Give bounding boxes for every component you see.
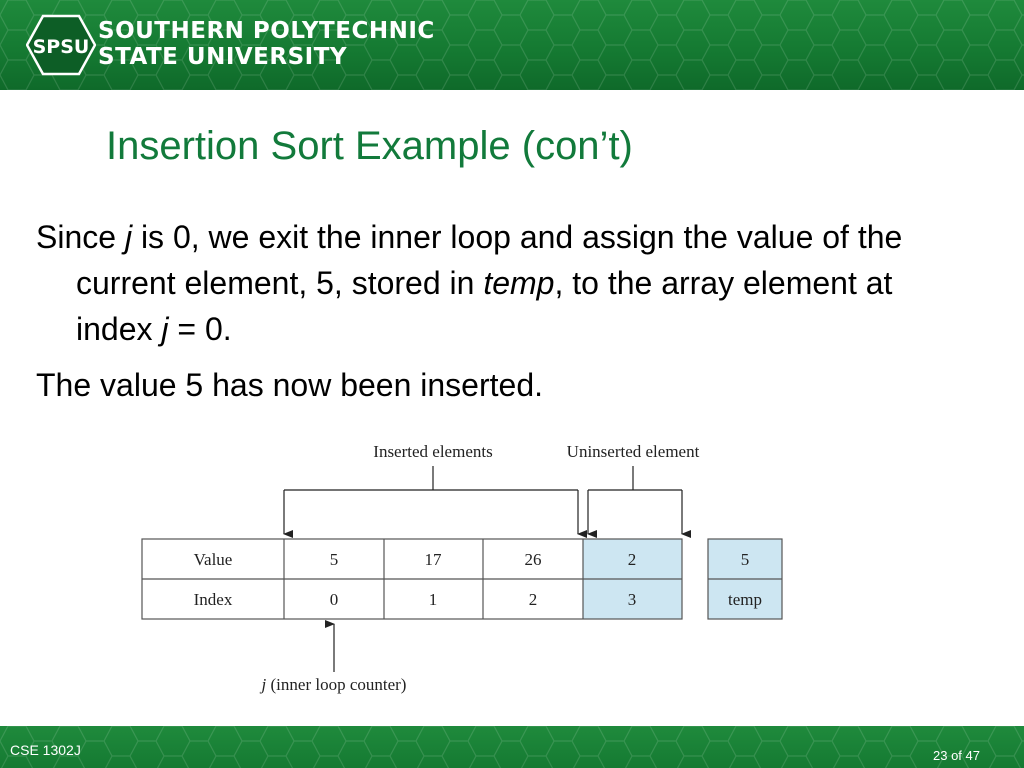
university-line2: STATE UNIVERSITY <box>98 44 348 70</box>
value-cell-1: 17 <box>424 550 442 569</box>
index-cell-0: 0 <box>329 590 339 609</box>
j-pointer-label <box>260 675 407 694</box>
para1-text-4: = 0. <box>168 311 232 347</box>
temp-value: 5 <box>740 550 750 569</box>
logo-mark: SPSU <box>32 36 90 58</box>
course-code: CSE 1302J <box>10 742 81 758</box>
slide-body <box>36 214 976 418</box>
label-inserted-elements: Inserted elements <box>373 442 493 461</box>
index-cell-1: 1 <box>428 590 438 609</box>
temp-label: temp <box>728 590 762 609</box>
spsu-logo-icon <box>26 14 96 76</box>
footer-band <box>0 726 1024 768</box>
value-cell-3: 2 <box>627 550 637 569</box>
paragraph-exit-loop <box>36 214 976 352</box>
array-diagram <box>0 430 1024 710</box>
para1-text-1: Since <box>36 219 125 255</box>
row-label-index: Index <box>193 590 233 609</box>
j-pointer-text: (inner loop counter) <box>266 675 407 694</box>
j-pointer-var: j <box>261 675 267 694</box>
para1-text-3: , to the array element at index <box>76 265 893 347</box>
value-cell-2: 26 <box>524 550 542 569</box>
header-band <box>0 0 1024 90</box>
para1-var-j: j <box>124 219 133 255</box>
temp-box <box>708 539 782 619</box>
index-cell-2: 2 <box>528 590 538 609</box>
inserted-bracket <box>284 466 578 534</box>
uninserted-bracket <box>588 466 682 534</box>
slide-title: Insertion Sort Example (con’t) <box>106 124 633 168</box>
para1-var-temp: temp <box>483 265 555 301</box>
university-name <box>98 18 435 70</box>
page-number: 23 of 47 <box>933 748 980 763</box>
array-table <box>142 539 682 619</box>
index-cell-3: 3 <box>627 590 637 609</box>
j-pointer <box>260 624 407 694</box>
university-line1: SOUTHERN POLYTECHNIC <box>98 18 435 44</box>
footer-hex-pattern <box>0 726 1024 768</box>
row-label-value: Value <box>193 550 233 569</box>
para1-text-2: is 0, we exit the inner loop and assign the value of the current element, 5, stored in <box>76 219 903 301</box>
paragraph-inserted: The value 5 has now been inserted. <box>36 367 543 403</box>
para1-var-j2: j <box>161 311 169 347</box>
value-cell-0: 5 <box>329 550 339 569</box>
label-uninserted-element: Uninserted element <box>566 442 700 461</box>
